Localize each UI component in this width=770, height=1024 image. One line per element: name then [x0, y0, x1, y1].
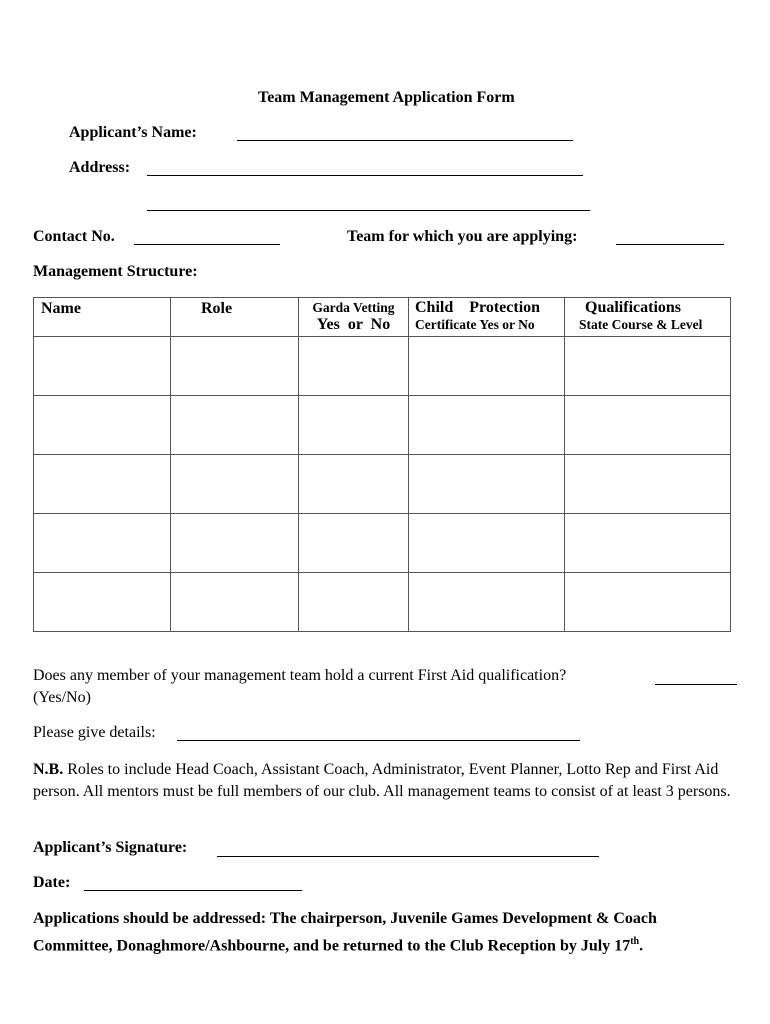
first-aid-question: Does any member of your management team hold a current First Aid qualification? — [33, 667, 567, 684]
table-cell-garda[interactable] — [299, 455, 409, 514]
table-cell-role[interactable] — [171, 337, 299, 396]
table-cell-name[interactable] — [34, 337, 171, 396]
table-row — [34, 514, 731, 573]
table-cell-role[interactable] — [171, 455, 299, 514]
date-field[interactable] — [84, 890, 302, 891]
address-field-line-2[interactable] — [147, 210, 590, 211]
closing-end: . — [639, 937, 644, 955]
closing-text: Applications should be addressed: The chairperson, Juvenile Games Development & Coach Committee, Donaghmore/Ashbourne, and be returned to the Club Reception by July 17 — [33, 910, 657, 955]
table-cell-garda[interactable] — [299, 573, 409, 632]
header-qual-line2: State Course & Level — [579, 317, 703, 332]
table-cell-child[interactable] — [409, 573, 565, 632]
header-qual-line1: Qualifications — [585, 299, 682, 316]
team-label: Team for which you are applying: — [347, 228, 578, 245]
table-row — [34, 455, 731, 514]
table-cell-child[interactable] — [409, 396, 565, 455]
table-row — [34, 337, 731, 396]
table-cell-qual[interactable] — [565, 455, 731, 514]
table-cell-name[interactable] — [34, 455, 171, 514]
table-cell-child[interactable] — [409, 455, 565, 514]
signature-field[interactable] — [217, 856, 599, 857]
header-qualifications — [565, 298, 731, 337]
table-cell-role[interactable] — [171, 573, 299, 632]
details-label: Please give details: — [33, 724, 156, 741]
table-cell-garda[interactable] — [299, 396, 409, 455]
note-text: Roles to include Head Coach, Assistant Coach, Administrator, Event Planner, Lotto Rep and First Aid person. All mentors must be full members of our club. All management teams to consist of at least 3 persons. — [33, 761, 731, 800]
header-child-protection — [409, 298, 565, 337]
details-field[interactable] — [177, 740, 580, 741]
table-row — [34, 396, 731, 455]
table-cell-name[interactable] — [34, 514, 171, 573]
date-label: Date: — [33, 874, 71, 891]
header-garda-line2: Yes or No — [316, 316, 391, 333]
header-name: Name — [34, 298, 171, 337]
note-prefix: N.B. — [33, 761, 64, 778]
table-cell-child[interactable] — [409, 337, 565, 396]
note-paragraph — [33, 759, 733, 803]
table-cell-qual[interactable] — [565, 337, 731, 396]
table-cell-garda[interactable] — [299, 514, 409, 573]
form-title: Team Management Application Form — [258, 89, 515, 106]
table-cell-qual[interactable] — [565, 396, 731, 455]
first-aid-options: (Yes/No) — [33, 689, 91, 706]
contact-label: Contact No. — [33, 228, 115, 245]
table-cell-child[interactable] — [409, 514, 565, 573]
team-field[interactable] — [616, 244, 724, 245]
table-cell-name[interactable] — [34, 396, 171, 455]
table-row — [34, 573, 731, 632]
header-garda-line1: Garda Vetting — [312, 300, 395, 315]
first-aid-answer-field[interactable] — [655, 684, 737, 685]
management-structure-label: Management Structure: — [33, 263, 198, 280]
closing-superscript: th — [630, 936, 640, 947]
closing-paragraph — [33, 907, 723, 957]
header-child-line2: Certificate Yes or No — [415, 317, 535, 332]
applicant-name-label: Applicant’s Name: — [69, 124, 197, 141]
signature-label: Applicant’s Signature: — [33, 839, 188, 856]
address-field-line-1[interactable] — [147, 175, 583, 176]
header-child-line1: Child Protection — [415, 299, 541, 316]
table-cell-qual[interactable] — [565, 514, 731, 573]
table-cell-name[interactable] — [34, 573, 171, 632]
table-cell-qual[interactable] — [565, 573, 731, 632]
applicant-name-field[interactable] — [237, 140, 573, 141]
management-table — [33, 297, 731, 632]
address-label: Address: — [69, 159, 131, 176]
table-cell-garda[interactable] — [299, 337, 409, 396]
contact-field[interactable] — [134, 244, 280, 245]
table-header-row — [34, 298, 731, 337]
table-cell-role[interactable] — [171, 396, 299, 455]
header-role: Role — [171, 298, 299, 337]
table-cell-role[interactable] — [171, 514, 299, 573]
header-garda-vetting — [299, 298, 409, 337]
